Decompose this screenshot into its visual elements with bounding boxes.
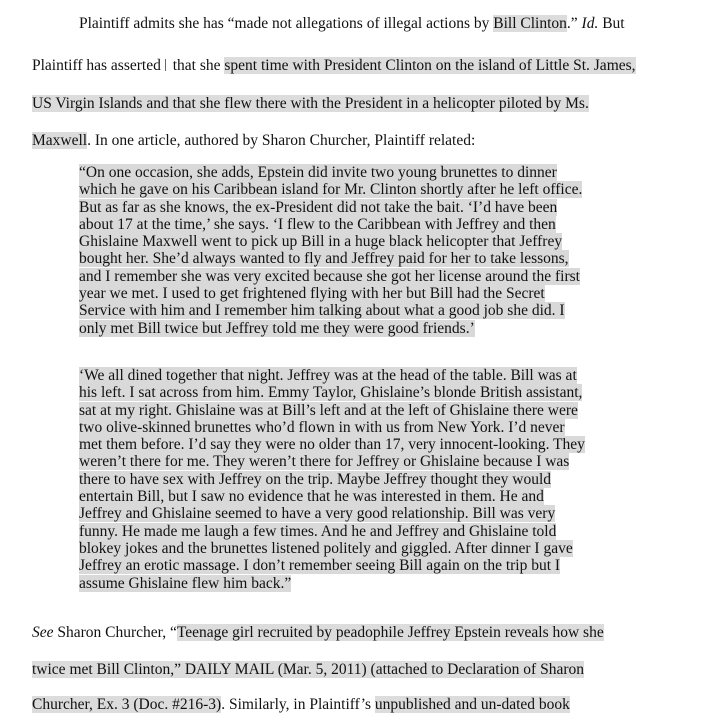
block-quote-1: [79, 164, 609, 337]
highlight: US Virgin Islands and that she flew there with the President in a helicopter piloted by Ms.: [32, 95, 589, 112]
quote-line: ‘We all dined together that night. Jeffrey was at the head of the table. Bill was at: [79, 367, 577, 384]
quote-line: met them before. I’d say they were no older than 17, very innocent-looking. They: [79, 436, 585, 454]
paragraph-1-line-2: Plaintiff has asserted that she spent time with President Clinton on the island of Little St. James,: [32, 57, 636, 74]
quote-line: there to have sex with Jeffrey on the trip. Maybe Jeffrey thought they would: [79, 470, 552, 488]
quote-line: only met Bill twice but Jeffrey told me they were good friends.’: [79, 319, 475, 337]
paragraph-2-line-2: [32, 659, 713, 681]
cursor-marker-icon: [165, 59, 172, 71]
highlight: Teenage girl recruited by peadophile Jeffrey Epstein reveals how she: [176, 624, 604, 641]
quote-line: assume Ghislaine flew him back.”: [79, 574, 292, 592]
quote-line: two olive-skinned brunettes who’d flown in with us from New York. I’d never: [79, 418, 565, 436]
quote-line: bought her. She’d always wanted to fly and Jeffrey paid for her to take lessons,: [79, 250, 569, 268]
quote-line: about 17 at the time,’ she says. ‘I flew to the Caribbean with Jeffrey and then: [79, 215, 556, 233]
paragraph-2-line-3: Churcher, Ex. 3 (Doc. #216-3). Similarly, in Plaintiff’s unpublished and un-dated book: [32, 696, 570, 713]
quote-line: sat at my right. Ghislaine was at Bill’s left and at the left of Ghislaine there were: [79, 401, 578, 419]
quote-line: and I remember she was very excited because she got her license around the first: [79, 267, 580, 285]
quote-line: which he gave on his Caribbean island for Mr. Clinton shortly after he left office.: [79, 181, 583, 199]
highlight: Churcher, Ex. 3 (Doc. #216-3): [32, 696, 222, 713]
quote-line: weren’t there for me. They weren’t there for Jeffrey or Ghislaine because I was: [79, 453, 570, 471]
highlight: Bill Clinton: [493, 15, 567, 32]
quote-line: Jeffrey an erotic massage. I don’t remember seeing Bill again on the trip but I: [79, 557, 561, 575]
quote-line: Ghislaine Maxwell went to pick up Bill in a huge black helicopter that Jeffrey: [79, 233, 563, 251]
quote-line: Service with him and I remember him talking about what a good job she did. I: [79, 302, 565, 320]
quote-line: funny. He made me laugh a few times. And he and Jeffrey and Ghislaine told: [79, 522, 557, 540]
paragraph-2-line-1: See Sharon Churcher, “Teenage girl recruited by peadophile Jeffrey Epstein reveals how she: [32, 624, 604, 641]
quote-line: entertain Bill, but I saw no evidence that he was interested in them. He and: [79, 488, 544, 506]
quote-line: Jeffrey and Ghislaine seemed to have a very good relationship. Bill was very: [79, 505, 556, 523]
highlight: Maxwell: [32, 132, 88, 149]
quote-line: “On one occasion, she adds, Epstein did invite two young brunettes to dinner: [79, 164, 557, 181]
quote-line: his left. I sat across from him. Emmy Taylor, Ghislaine’s blonde British assistant,: [79, 384, 583, 402]
highlight: spent time with President Clinton on the island of Little St. James,: [224, 57, 636, 74]
paragraph-1-line-4: Maxwell. In one article, authored by Sharon Churcher, Plaintiff related:: [32, 132, 476, 149]
paragraph-1-line-3: [32, 93, 713, 115]
highlight: twice met Bill Clinton,” DAILY MAIL (Mar. 5, 2011) (attached to Declaration of Sharon: [32, 661, 584, 678]
paragraph-1-line-1: Plaintiff admits she has “made not allegations of illegal actions by Bill Clinton.” Id. But: [79, 15, 625, 32]
highlight: unpublished and un-dated book: [374, 696, 570, 713]
quote-line: But as far as she knows, the ex-President did not take the bait. ‘I’d have been: [79, 198, 558, 216]
quote-line: year we met. I used to get frightened flying with her but Bill had the Secret: [79, 285, 545, 303]
quote-line: blokey jokes and the brunettes listened politely and giggled. After dinner I gave: [79, 539, 573, 557]
block-quote-2: [79, 367, 609, 592]
